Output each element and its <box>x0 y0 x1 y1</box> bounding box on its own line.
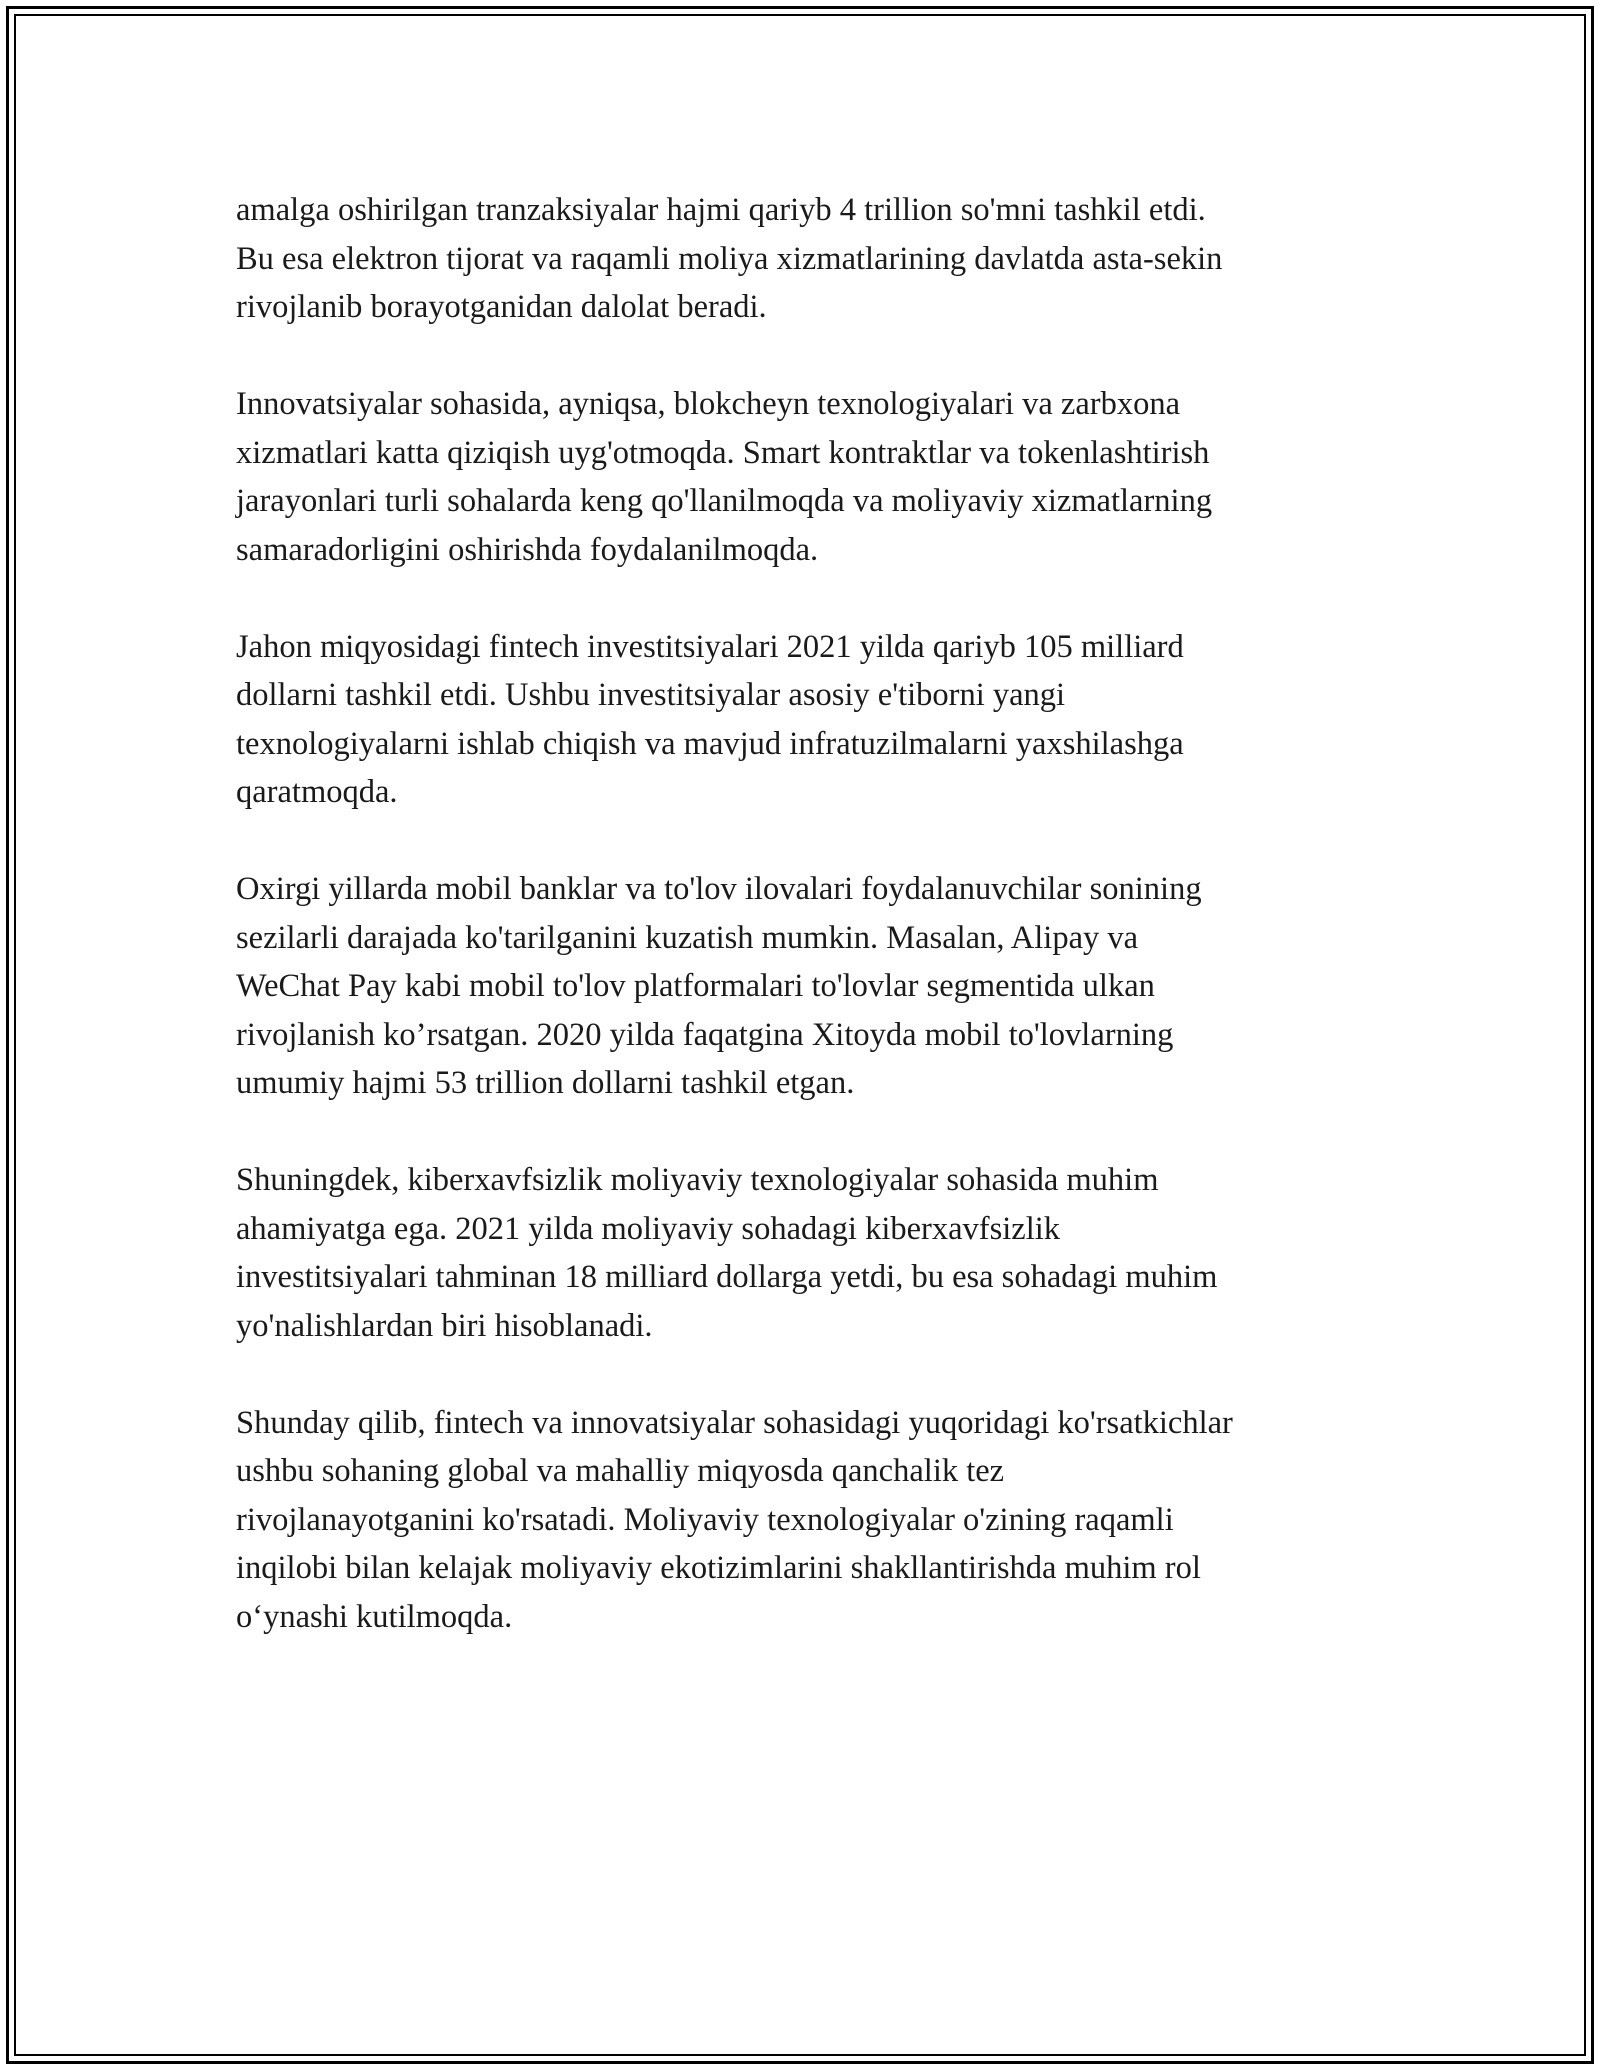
text-line: yo'nalishlardan biri hisoblanadi. <box>236 1307 653 1344</box>
paragraph-2 <box>236 380 1376 574</box>
paragraph-5 <box>236 1156 1376 1350</box>
text-line: o‘ynashi kutilmoqda. <box>236 1598 513 1635</box>
text-line: rivojlanayotganini ko'rsatadi. Moliyaviy texnologiyalar o'zining raqamli <box>236 1501 1174 1538</box>
text-line: rivojlanib borayotganidan dalolat beradi. <box>236 289 767 325</box>
text-line: rivojlanish ko’rsatgan. 2020 yilda faqatgina Xitoyda mobil to'lovlarning <box>236 1016 1174 1053</box>
text-line: ahamiyatga ega. 2021 yilda moliyaviy sohadagi kiberxavfsizlik <box>236 1210 1061 1247</box>
text-line: jarayonlari turli sohalarda keng qo'llanilmoqda va moliyaviy xizmatlarning <box>236 483 1213 519</box>
document-body <box>236 186 1376 1690</box>
text-line: Innovatsiyalar sohasida, ayniqsa, blokcheyn texnologiyalari va zarbxona <box>236 386 1181 422</box>
text-line: investitsiyalari tahminan 18 milliard dollarga yetdi, bu esa sohadagi muhim <box>236 1259 1218 1295</box>
text-line: Shunday qilib, fintech va innovatsiyalar sohasidagi yuqoridagi ko'rsatkichlar <box>236 1404 1233 1441</box>
text-line: inqilobi bilan kelajak moliyaviy ekotizimlarini shakllantirishda muhim rol <box>236 1550 1201 1586</box>
text-line: qaratmoqda. <box>236 774 398 810</box>
text-line: Bu esa elektron tijorat va raqamli moliya xizmatlarining davlatda asta-sekin <box>236 240 1223 277</box>
paragraph-4 <box>236 865 1376 1108</box>
text-line: texnologiyalarni ishlab chiqish va mavjud infratuzilmalarni yaxshilashga <box>236 725 1184 762</box>
paragraph-1 <box>236 186 1376 332</box>
paragraph-3 <box>236 623 1376 817</box>
text-line: amalga oshirilgan tranzaksiyalar hajmi qariyb 4 trillion so'mni tashkil etdi. <box>236 192 1206 228</box>
text-line: ushbu sohaning global va mahalliy miqyosda qanchalik tez <box>236 1453 1005 1489</box>
text-line: Jahon miqyosidagi fintech investitsiyalari 2021 yilda qariyb 105 milliard <box>236 628 1184 665</box>
text-line: samaradorligini oshirishda foydalanilmoqda. <box>236 531 819 568</box>
text-line: xizmatlari katta qiziqish uyg'otmoqda. Smart kontraktlar va tokenlashtirish <box>236 434 1210 471</box>
text-line: Oxirgi yillarda mobil banklar va to'lov ilovalari foydalanuvchilar sonining <box>236 871 1202 907</box>
paragraph-6 <box>236 1399 1376 1642</box>
text-line: sezilarli darajada ko'tarilganini kuzatish mumkin. Masalan, Alipay va <box>236 919 1139 956</box>
text-line: dollarni tashkil etdi. Ushbu investitsiyalar asosiy e'tiborni yangi <box>236 677 1066 713</box>
text-line: umumiy hajmi 53 trillion dollarni tashkil etgan. <box>236 1065 855 1101</box>
text-line: WeChat Pay kabi mobil to'lov platformalari to'lovlar segmentida ulkan <box>236 968 1155 1004</box>
text-line: Shuningdek, kiberxavfsizlik moliyaviy texnologiyalar sohasida muhim <box>236 1162 1159 1198</box>
